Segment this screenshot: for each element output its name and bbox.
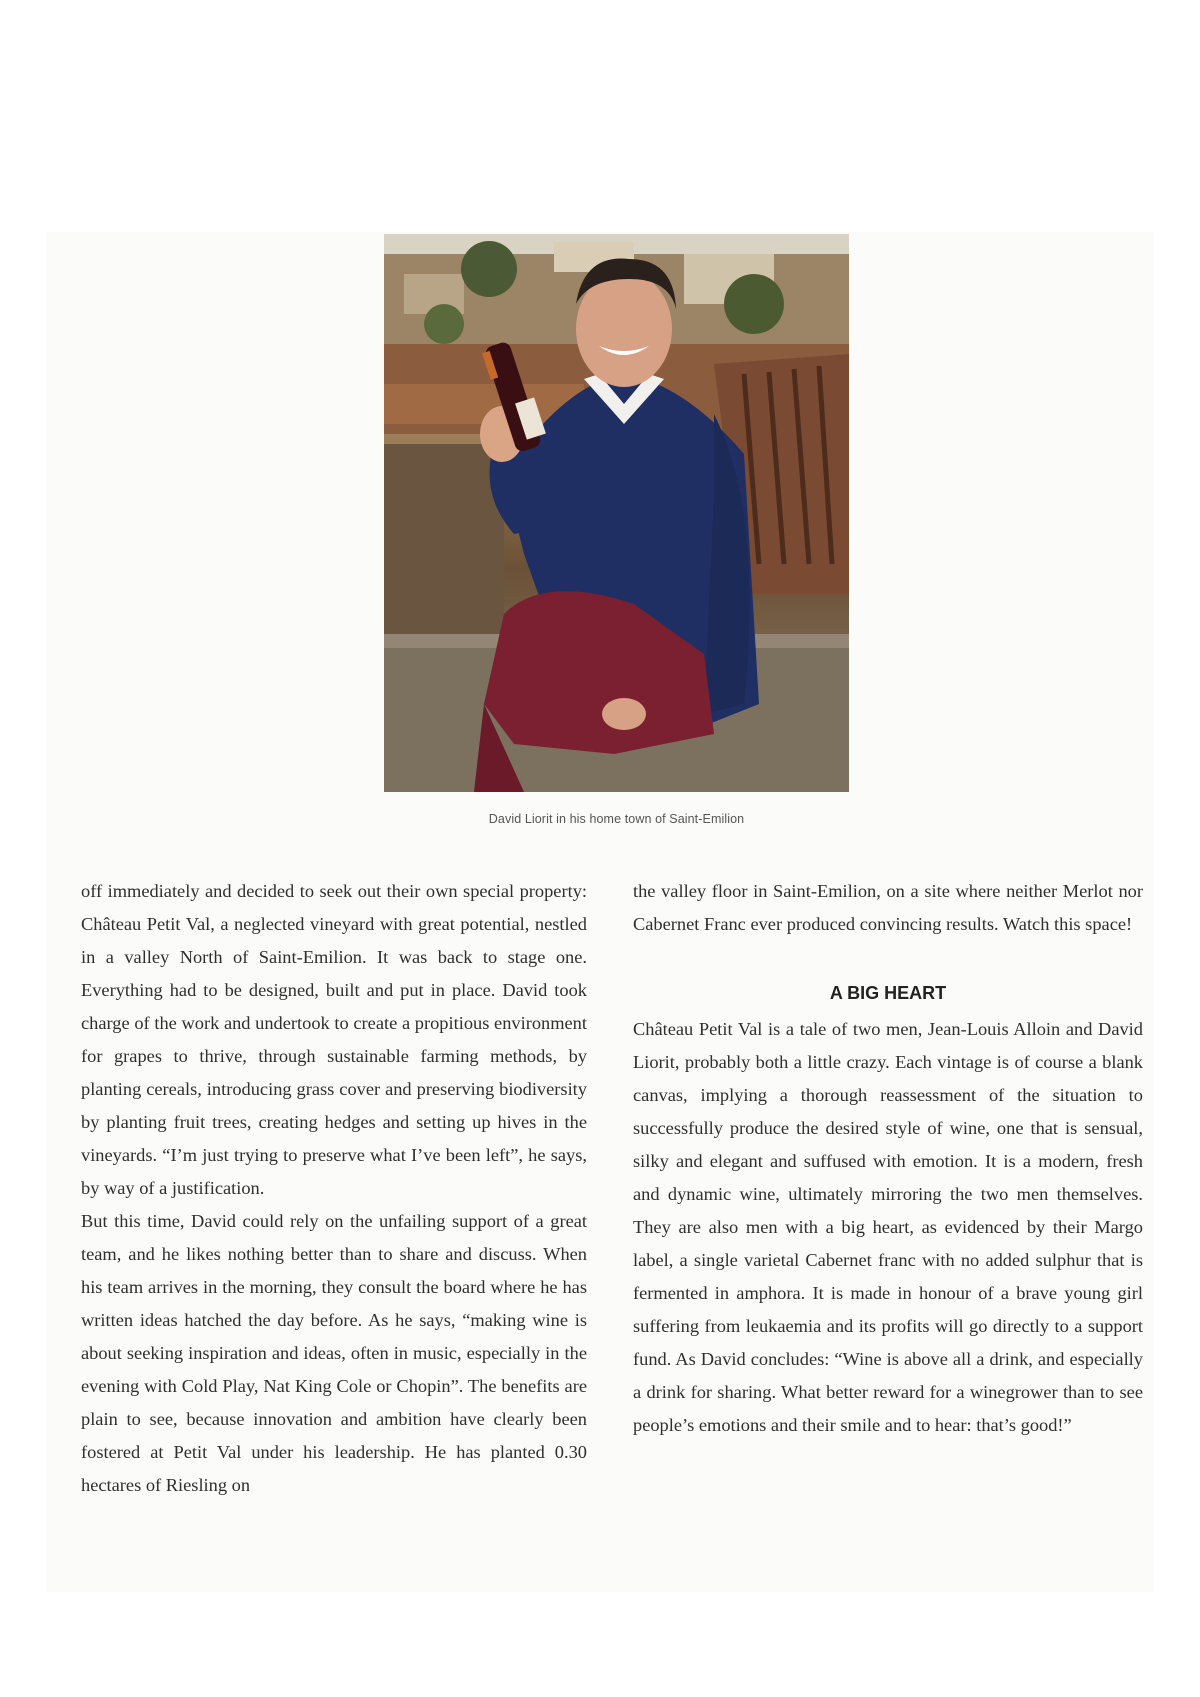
article-column-left <box>81 875 587 1502</box>
article-paragraph: Château Petit Val is a tale of two men, Jean-Louis Alloin and David Liorit, probably both a little crazy. Each vintage is of course a blank canvas, implying a thorough reassessment of the situation to successfully produce the desired style of wine, one that is sensual, silky and elegant and suffused with emotion. It is a modern, fresh and dynamic wine, ultimately mirroring the two men themselves. They are also men with a big heart, as evidenced by their Margo label, a single varietal Cabernet franc with no added sulphur that is fermented in amphora. It is made in honour of a brave young girl suffering from leukaemia and its profits will go directly to a support fund. As David concludes: “Wine is above all a drink, and especially a drink for sharing. What better reward for a winegrower than to see people’s emotions and their smile and to hear: that’s good!” <box>633 1019 1143 1435</box>
portrait-photo <box>384 234 849 792</box>
article-paragraph: But this time, David could rely on the unfailing support of a great team, and he likes nothing better than to share and discuss. When his team arrives in the morning, they consult the board where he has written ideas hatched the day before. As he says, “making wine is about seeking inspiration and ideas, often in music, especially in the evening with Cold Play, Nat King Cole or Chopin”. The benefits are plain to see, because innovation and ambition have clearly been fostered at Petit Val under his leadership. He has planted 0.30 hectares of Riesling on <box>81 1211 587 1495</box>
article-column-right <box>633 875 1143 1442</box>
section-heading: A BIG HEART <box>829 983 947 1003</box>
photo-caption: David Liorit in his home town of Saint-Emilion <box>488 812 745 826</box>
article-paragraph: off immediately and decided to seek out their own special property: Château Petit Val, a neglected vineyard with great potential, nestled in a valley North of Saint-Emilion. It was back to stage one. Everything had to be designed, built and put in place. David took charge of the work and undertook to create a propitious environment for grapes to thrive, through sustainable farming methods, by planting cereals, introducing grass cover and preserving biodiversity by planting fruit trees, creating hedges and setting up hives in the vineyards. “I’m just trying to preserve what I’ve been left”, he says, by way of a justification. <box>81 881 587 1198</box>
article-paragraph: the valley floor in Saint-Emilion, on a site where neither Merlot nor Cabernet Franc ever produced convincing results. Watch this space! <box>633 881 1143 934</box>
